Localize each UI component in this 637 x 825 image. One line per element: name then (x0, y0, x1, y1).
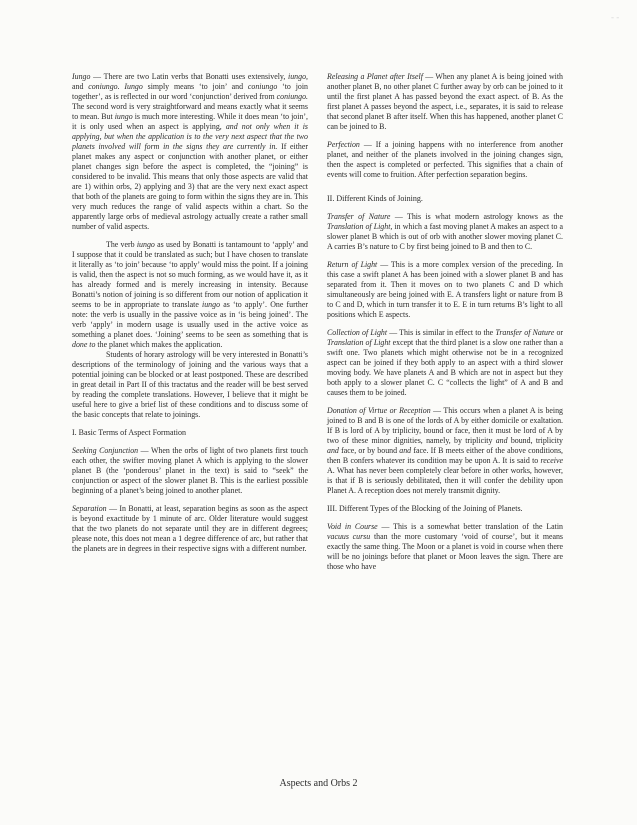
right-column (327, 72, 563, 580)
paragraph-return-of-light: Return of Light — This is a more complex version of the preceding. In this case a swift planet A has been joined with a slower planet B and has separated from it. Then it moves on to two planets C and D which simultaneously are being joined with E. A transfers light or nature from B to C and D, which in turn transfer it to E. E in turn returns B’s light to all positions which E aspects. (327, 260, 563, 319)
scan-mark: - - (611, 12, 620, 22)
page-footer: Aspects and Orbs 2 (279, 778, 358, 789)
paragraph-void-in-course: Void in Course — This is a somewhat better translation of the Latin vacuus cursu than the more customary ‘void of course’, but it means exactly the same thing. The Moon or a planet is void in course when there will be no joinings before that planet or Moon leaves the sign. There are those who have (327, 522, 563, 571)
paragraph-verb-iungo: The verb iungo as used by Bonatti is tantamount to ‘apply’ and I suppose that it could be translated as such; but I have chosen to translate it literally as ‘to join’ because ‘to apply’ would miss the point. If a joining is valid, then the aspect is not so much forming, as we would have it, as it has already formed and is merely increasing in intensity. Because Bonatti’s notion of joining is so different from our notion of application it seems to be in appropriate to translate iungo as ‘to apply’. One further note: the verb is usually in the passive voice as in ‘is being joined’. The verb ‘apply’ in modern usage is usually used in the active voice as something a planet does. ‘Joining’ seems to be seen as something that is done to the planet which makes the application. (72, 240, 308, 349)
paragraph-separation: Separation — In Bonatti, at least, separation begins as soon as the aspect is beyond exactitude by 1 minute of arc. Older literature would suggest that the two planets do not separate until they are in different degrees; please note, this does not mean a 1 degree difference of arc, but rather that the planets are in degrees in their respective signs with a different number. (72, 504, 308, 553)
paragraph-seeking-conjunction: Seeking Conjunction — When the orbs of light of two planets first touch each other, the swifter moving planet A which is applying to the slower planet B (the ‘ponderous’ planet in the text) is said to “seek” the conjunction or aspect of the slower planet B. This is the earliest possible beginning of a planet’s being joined to another planet. (72, 446, 308, 495)
paragraph-collection-of-light: Collection of Light — This is similar in effect to the Transfer of Nature or Translation of Light except that the third planet is a slow one rather than a swift one. Two planets which might otherwise not be in a recognized aspect can be joined if they both apply to an aspect with a third slower moving body. We have planets A and B which are not in aspect but they both apply to a slower planet C. C “collects the light” of A and B and causes them to be joined. (327, 328, 564, 397)
paragraph-donation-of-virtue: Donation of Virtue or Reception — This occurs when a planet A is being joined to B and B is one of the lords of A by either domicile or exaltation. If B is lord of A by triplicity, bound or face, then it must be lord of A by two of these minor dignities, namely, by triplicity and bound, triplicity and face, or by bound and face. If B meets either of the above conditions, then B confers whatever its condition may be upon A. It is said to receive A. What has never been completely clear before in other works, however, is that if B is seriously debilitated, then it will confer the debility upon Planet A. A reception does not merely transmit dignity. (327, 406, 563, 495)
paragraph-transfer-of-nature: Transfer of Nature — This is what modern astrology knows as the Translation of Light, in which a fast moving planet A makes an aspect to a slower planet B which is out of orb with another slower moving planet C. A carries B’s nature to C by first being joined to B and then to C. (327, 212, 564, 251)
paragraph-releasing: Releasing a Planet after Itself — When any planet A is being joined with another planet B, no other planet C further away by orb can be joined to it until the first planet A has passed beyond the exact aspect. of B. As the first planet A passes beyond the aspect, i.e., separates, it is said to release that second planet B after itself. When this has happened, another planet C can be joined to B. (327, 72, 563, 131)
heading-basic-terms: I. Basic Terms of Aspect Formation (72, 428, 186, 437)
heading-kinds-of-joining: II. Different Kinds of Joining. (327, 194, 423, 203)
paragraph-horary-students: Students of horary astrology will be very interested in Bonatti’s descriptions of the terminology of joining and the various ways that a potential joining can be blocked or at least postponed. These are described in great detail in Part II of this tractatus and the reader will be best served by reading the complete translations. However, I believe that it might be useful here to give a brief list of these conditions and to discuss some of the basic concepts that relate to joinings. (72, 350, 308, 419)
paragraph-iungo: Iungo — There are two Latin verbs that Bonatti uses extensively, iungo, and coniungo. Iungo simply means ‘to join’ and coniungo ‘to join together’, as is reflected in our word ‘conjunction’ derived from coniungo. The second word is very straightforward and means exactly what it seems to mean. But iungo is much more interesting. While it does mean ‘to join’, it is only used when an aspect is applying, and not only when it is applying, but when the application is to the very next aspect that the two planets involved will form in the signs they are currently in. If either planet makes any aspect or conjunction with another planet, or either planet changes sign before the aspect is completed, the “joining” is considered to be invalid. This means that only those aspects are valid that are 1) within orbs, 2) applying and 3) that are the very next exact aspect that both of the planets are going to form within the signs they are in. This very much reduces the range of valid aspects within a chart. So the apparently large orbs of medieval astrology actually create a rather small number of valid aspects. (72, 72, 309, 231)
paragraph-perfection: Perfection — If a joining happens with no interference from another planet, and neither of the planets involved in the joining changes sign, then the aspect is completed or perfected. This signifies that a chain of events will come to fruition. After perfection separation begins. (327, 140, 563, 179)
heading-blocking: III. Different Types of the Blocking of the Joining of Planets. (327, 504, 523, 513)
left-column (72, 72, 308, 562)
